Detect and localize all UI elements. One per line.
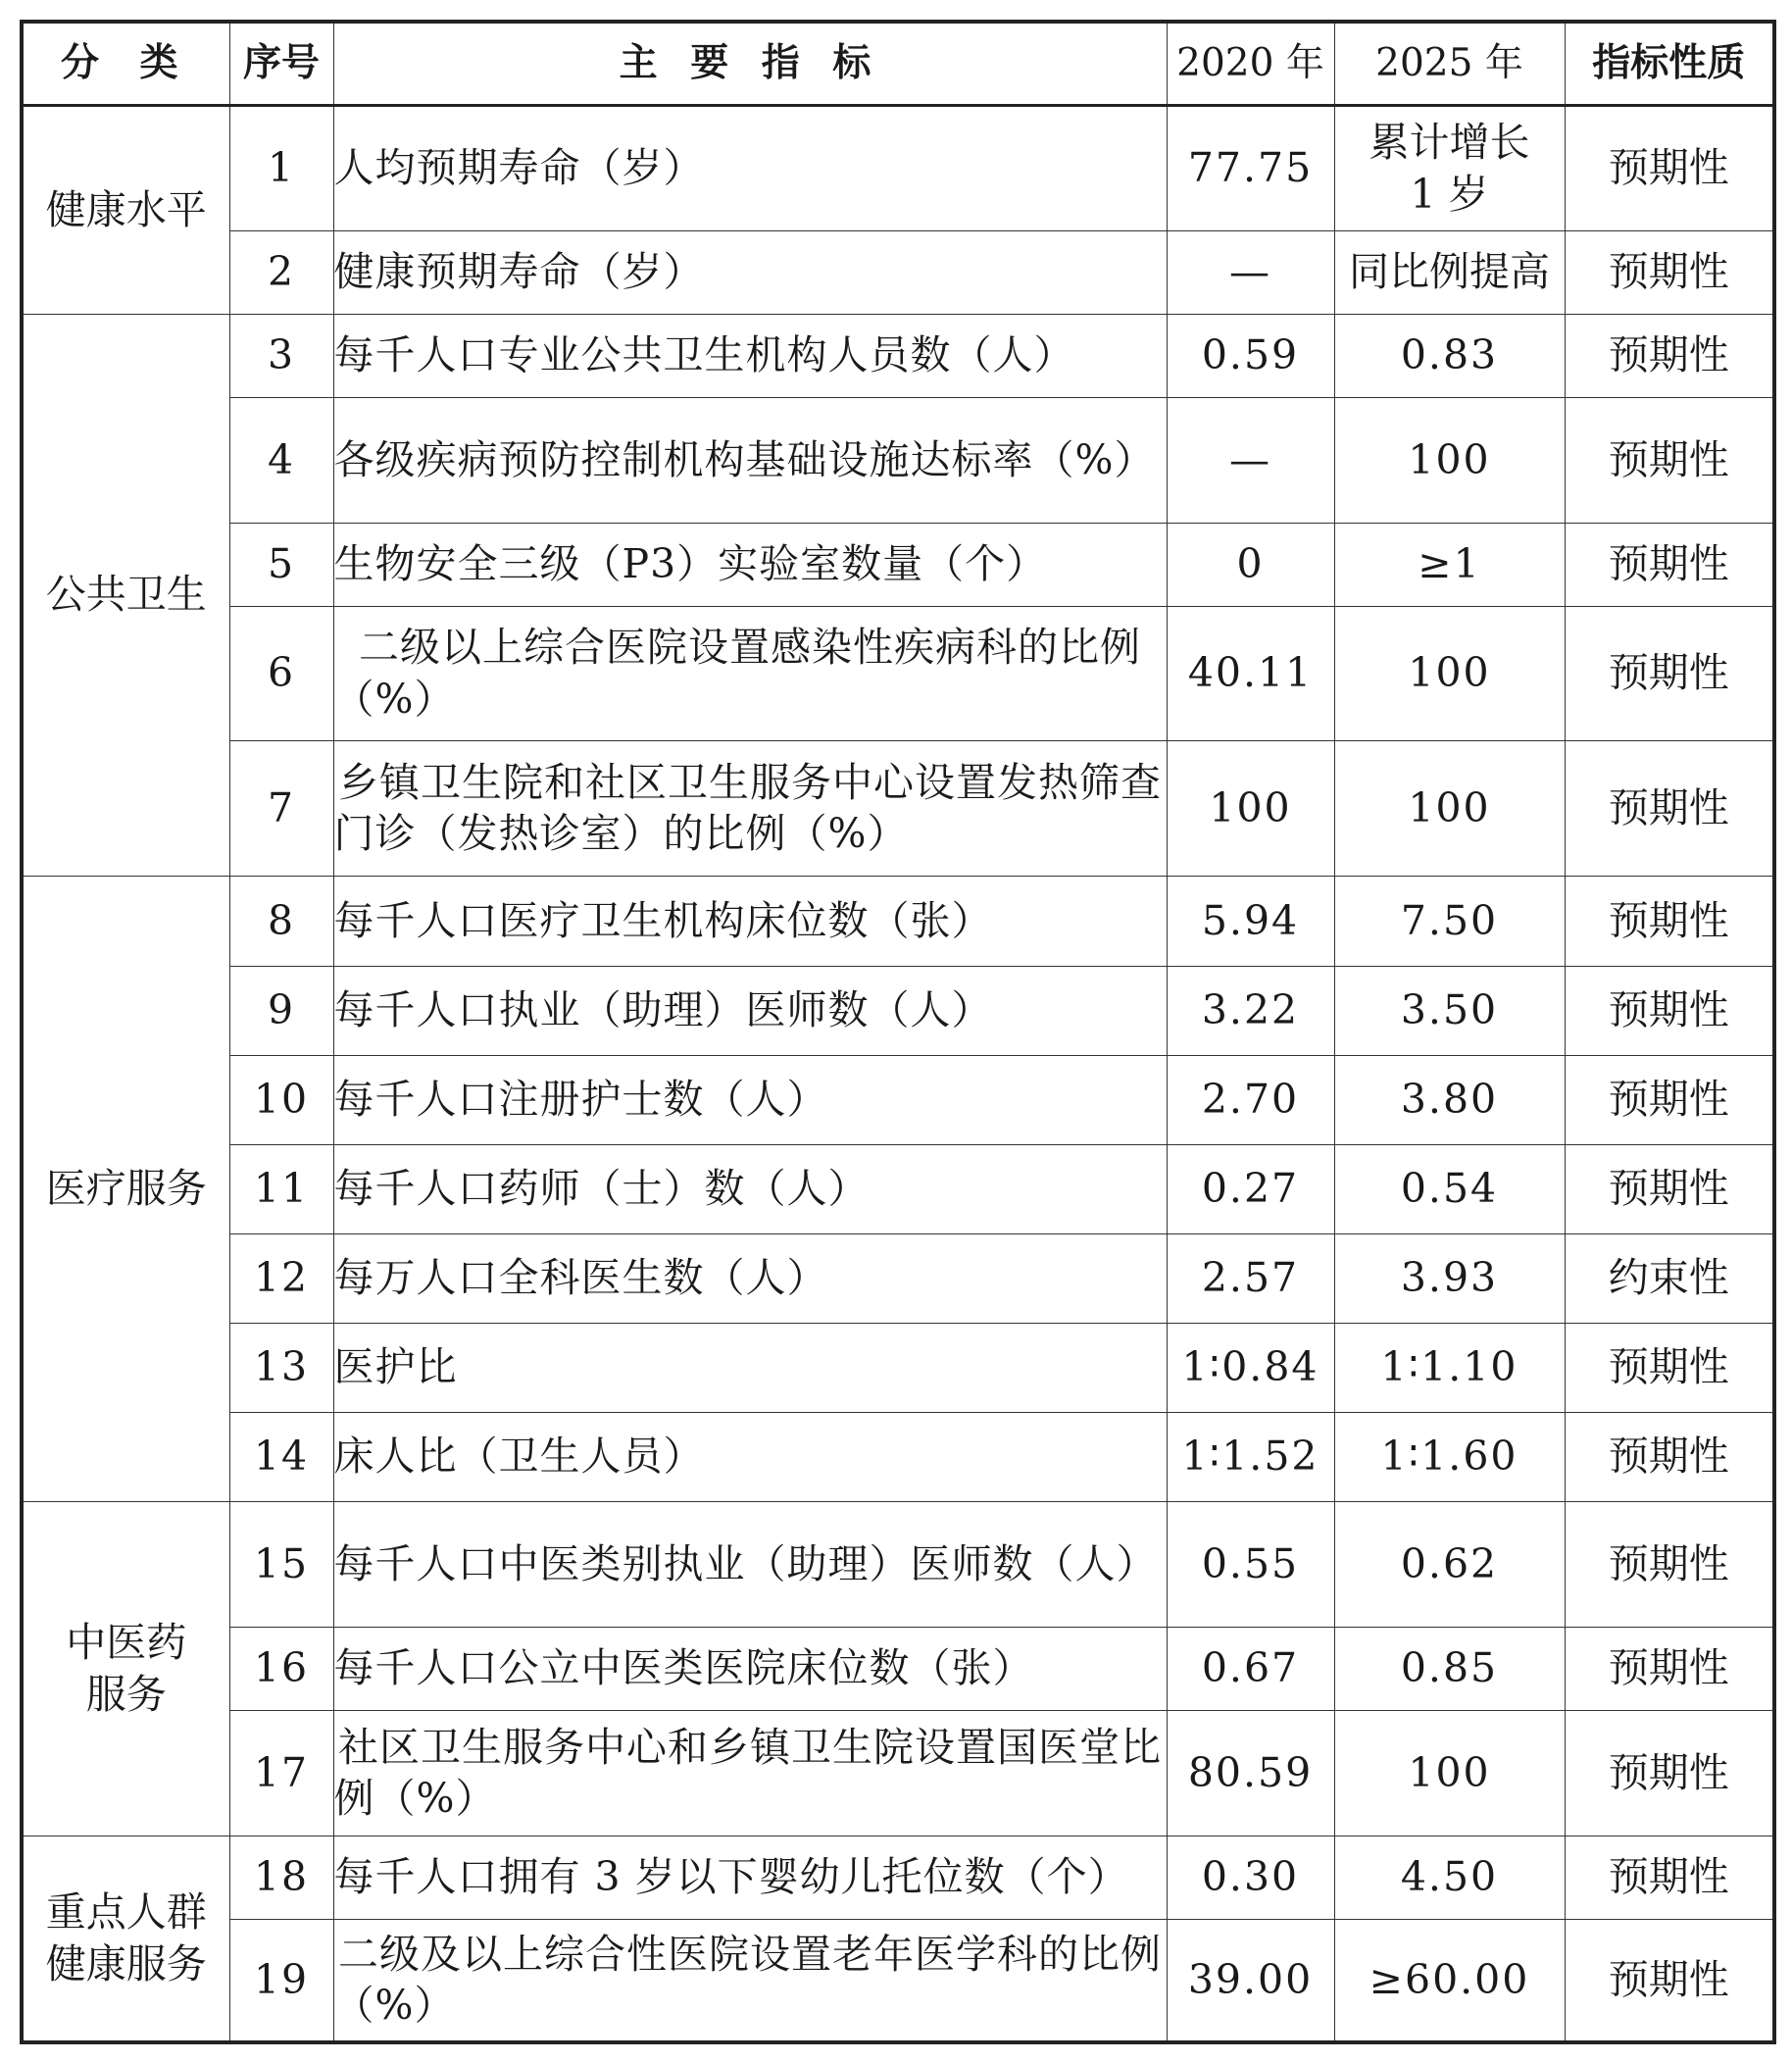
value-2025-cell: 0.54 — [1334, 1144, 1565, 1233]
value-2020-cell: 2.57 — [1167, 1233, 1334, 1323]
value-2025-cell: ≥60.00 — [1334, 1919, 1565, 2042]
value-2020-cell: 0.30 — [1167, 1836, 1334, 1919]
value-2020-cell: 77.75 — [1167, 105, 1334, 230]
indicator-cell: 生物安全三级（P3）实验室数量（个） — [333, 523, 1167, 606]
value-2020-cell: 40.11 — [1167, 606, 1334, 740]
indicator-cell: 人均预期寿命（岁） — [333, 105, 1167, 230]
indicator-cell: 二级及以上综合性医院设置老年医学科的比例（%） — [333, 1919, 1167, 2042]
table-row — [22, 314, 1774, 397]
category-label-line1: 重点人群 — [45, 1888, 207, 1936]
value-2020-cell: 39.00 — [1167, 1919, 1334, 2042]
seq-cell: 10 — [229, 1055, 333, 1144]
seq-cell: 8 — [229, 876, 333, 966]
table-row — [22, 966, 1774, 1055]
table-row — [22, 523, 1774, 606]
indicator-cell: 健康预期寿命（岁） — [333, 230, 1167, 314]
category-label-line1: 中医药 — [66, 1619, 187, 1667]
table-row — [22, 606, 1774, 740]
value-2020-cell: 0.55 — [1167, 1501, 1334, 1627]
indicator-cell: 社区卫生服务中心和乡镇卫生院设置国医堂比例（%） — [333, 1710, 1167, 1836]
category-cell — [22, 105, 229, 314]
nature-cell: 预期性 — [1565, 1627, 1774, 1710]
nature-cell: 预期性 — [1565, 1919, 1774, 2042]
value-2025-cell: 100 — [1334, 397, 1565, 523]
category-cell — [22, 1501, 229, 1836]
table-row — [22, 230, 1774, 314]
value-2020-cell: 0.27 — [1167, 1144, 1334, 1233]
nature-cell: 预期性 — [1565, 876, 1774, 966]
table-row — [22, 1144, 1774, 1233]
table-row — [22, 1627, 1774, 1710]
category-cell — [22, 876, 229, 1501]
nature-cell: 预期性 — [1565, 1323, 1774, 1412]
category-label: 健康水平 — [45, 185, 207, 233]
header-seq: 序号 — [229, 22, 333, 105]
value-2020-cell: — — [1167, 397, 1334, 523]
value-2025-cell: 4.50 — [1334, 1836, 1565, 1919]
value-2020-cell: — — [1167, 230, 1334, 314]
category-cell — [22, 314, 229, 876]
category-label-line2: 服务 — [85, 1670, 167, 1718]
value-2020-cell: 1∶0.84 — [1167, 1323, 1334, 1412]
value-2025-cell: 100 — [1334, 606, 1565, 740]
indicator-cell: 每千人口注册护士数（人） — [333, 1055, 1167, 1144]
nature-cell: 预期性 — [1565, 606, 1774, 740]
table-row — [22, 1919, 1774, 2042]
value-2025-cell — [1334, 105, 1565, 230]
nature-cell: 预期性 — [1565, 1836, 1774, 1919]
seq-cell: 17 — [229, 1710, 333, 1836]
nature-cell: 预期性 — [1565, 230, 1774, 314]
value-2025-cell: 7.50 — [1334, 876, 1565, 966]
seq-cell: 4 — [229, 397, 333, 523]
indicator-cell: 各级疾病预防控制机构基础设施达标率（%） — [333, 397, 1167, 523]
nature-cell: 预期性 — [1565, 314, 1774, 397]
indicator-cell: 每千人口拥有 3 岁以下婴幼儿托位数（个） — [333, 1836, 1167, 1919]
value-2020-cell: 80.59 — [1167, 1710, 1334, 1836]
value-2020-cell: 5.94 — [1167, 876, 1334, 966]
value-2025-line2: 1 岁 — [1410, 170, 1489, 218]
category-cell — [22, 1836, 229, 2042]
nature-cell: 预期性 — [1565, 397, 1774, 523]
category-label: 公共卫生 — [45, 571, 207, 619]
value-2020-cell: 0.67 — [1167, 1627, 1334, 1710]
table-row — [22, 1055, 1774, 1144]
seq-cell: 14 — [229, 1412, 333, 1501]
table-row — [22, 397, 1774, 523]
nature-cell: 预期性 — [1565, 966, 1774, 1055]
value-2025-cell: 100 — [1334, 1710, 1565, 1836]
indicator-cell: 医护比 — [333, 1323, 1167, 1412]
value-2025-cell: ≥1 — [1334, 523, 1565, 606]
seq-cell: 13 — [229, 1323, 333, 1412]
header-category: 分 类 — [22, 22, 229, 105]
value-2025-line1: 累计增长 — [1369, 119, 1530, 167]
seq-cell: 7 — [229, 740, 333, 876]
indicator-cell: 每千人口执业（助理）医师数（人） — [333, 966, 1167, 1055]
table-row — [22, 1501, 1774, 1627]
nature-cell: 预期性 — [1565, 1144, 1774, 1233]
table-row — [22, 1233, 1774, 1323]
nature-cell: 预期性 — [1565, 1412, 1774, 1501]
nature-cell: 预期性 — [1565, 1501, 1774, 1627]
value-2025-cell: 100 — [1334, 740, 1565, 876]
nature-cell: 预期性 — [1565, 1055, 1774, 1144]
table-row — [22, 1323, 1774, 1412]
indicator-table — [20, 20, 1776, 2044]
seq-cell: 3 — [229, 314, 333, 397]
seq-cell: 5 — [229, 523, 333, 606]
table-row — [22, 105, 1774, 230]
value-2020-cell: 0.59 — [1167, 314, 1334, 397]
seq-cell: 12 — [229, 1233, 333, 1323]
value-2025-cell: 1∶1.10 — [1334, 1323, 1565, 1412]
category-label: 医疗服务 — [45, 1164, 207, 1212]
header-indicator: 主 要 指 标 — [333, 22, 1167, 105]
indicator-cell: 二级以上综合医院设置感染性疾病科的比例（%） — [333, 606, 1167, 740]
nature-cell: 预期性 — [1565, 105, 1774, 230]
indicator-cell: 床人比（卫生人员） — [333, 1412, 1167, 1501]
header-2020: 2020 年 — [1167, 22, 1334, 105]
header-2025: 2025 年 — [1334, 22, 1565, 105]
value-2020-cell: 100 — [1167, 740, 1334, 876]
seq-cell: 2 — [229, 230, 333, 314]
indicator-cell: 每千人口药师（士）数（人） — [333, 1144, 1167, 1233]
value-2020-cell: 0 — [1167, 523, 1334, 606]
nature-cell: 预期性 — [1565, 523, 1774, 606]
table-row — [22, 740, 1774, 876]
indicator-cell: 每千人口医疗卫生机构床位数（张） — [333, 876, 1167, 966]
nature-cell: 预期性 — [1565, 1710, 1774, 1836]
indicator-cell: 每千人口公立中医类医院床位数（张） — [333, 1627, 1167, 1710]
seq-cell: 9 — [229, 966, 333, 1055]
value-2025-cell: 0.85 — [1334, 1627, 1565, 1710]
nature-cell: 预期性 — [1565, 740, 1774, 876]
nature-cell: 约束性 — [1565, 1233, 1774, 1323]
value-2025-cell: 3.50 — [1334, 966, 1565, 1055]
value-2025-cell: 1∶1.60 — [1334, 1412, 1565, 1501]
header-nature: 指标性质 — [1565, 22, 1774, 105]
seq-cell: 19 — [229, 1919, 333, 2042]
value-2020-cell: 2.70 — [1167, 1055, 1334, 1144]
table-row — [22, 1836, 1774, 1919]
seq-cell: 6 — [229, 606, 333, 740]
indicator-cell: 每万人口全科医生数（人） — [333, 1233, 1167, 1323]
indicator-cell: 每千人口中医类别执业（助理）医师数（人） — [333, 1501, 1167, 1627]
value-2025-cell: 0.62 — [1334, 1501, 1565, 1627]
seq-cell: 15 — [229, 1501, 333, 1627]
seq-cell: 18 — [229, 1836, 333, 1919]
value-2025-cell: 3.93 — [1334, 1233, 1565, 1323]
value-2025-cell: 3.80 — [1334, 1055, 1565, 1144]
seq-cell: 1 — [229, 105, 333, 230]
seq-cell: 11 — [229, 1144, 333, 1233]
value-2025-cell: 同比例提高 — [1334, 230, 1565, 314]
table-row — [22, 1412, 1774, 1501]
indicator-cell: 每千人口专业公共卫生机构人员数（人） — [333, 314, 1167, 397]
category-label-line2: 健康服务 — [45, 1939, 207, 1987]
indicator-cell: 乡镇卫生院和社区卫生服务中心设置发热筛查门诊（发热诊室）的比例（%） — [333, 740, 1167, 876]
table-row — [22, 876, 1774, 966]
seq-cell: 16 — [229, 1627, 333, 1710]
value-2020-cell: 3.22 — [1167, 966, 1334, 1055]
value-2020-cell: 1∶1.52 — [1167, 1412, 1334, 1501]
table-row — [22, 1710, 1774, 1836]
table-header-row — [22, 22, 1774, 105]
value-2025-cell: 0.83 — [1334, 314, 1565, 397]
